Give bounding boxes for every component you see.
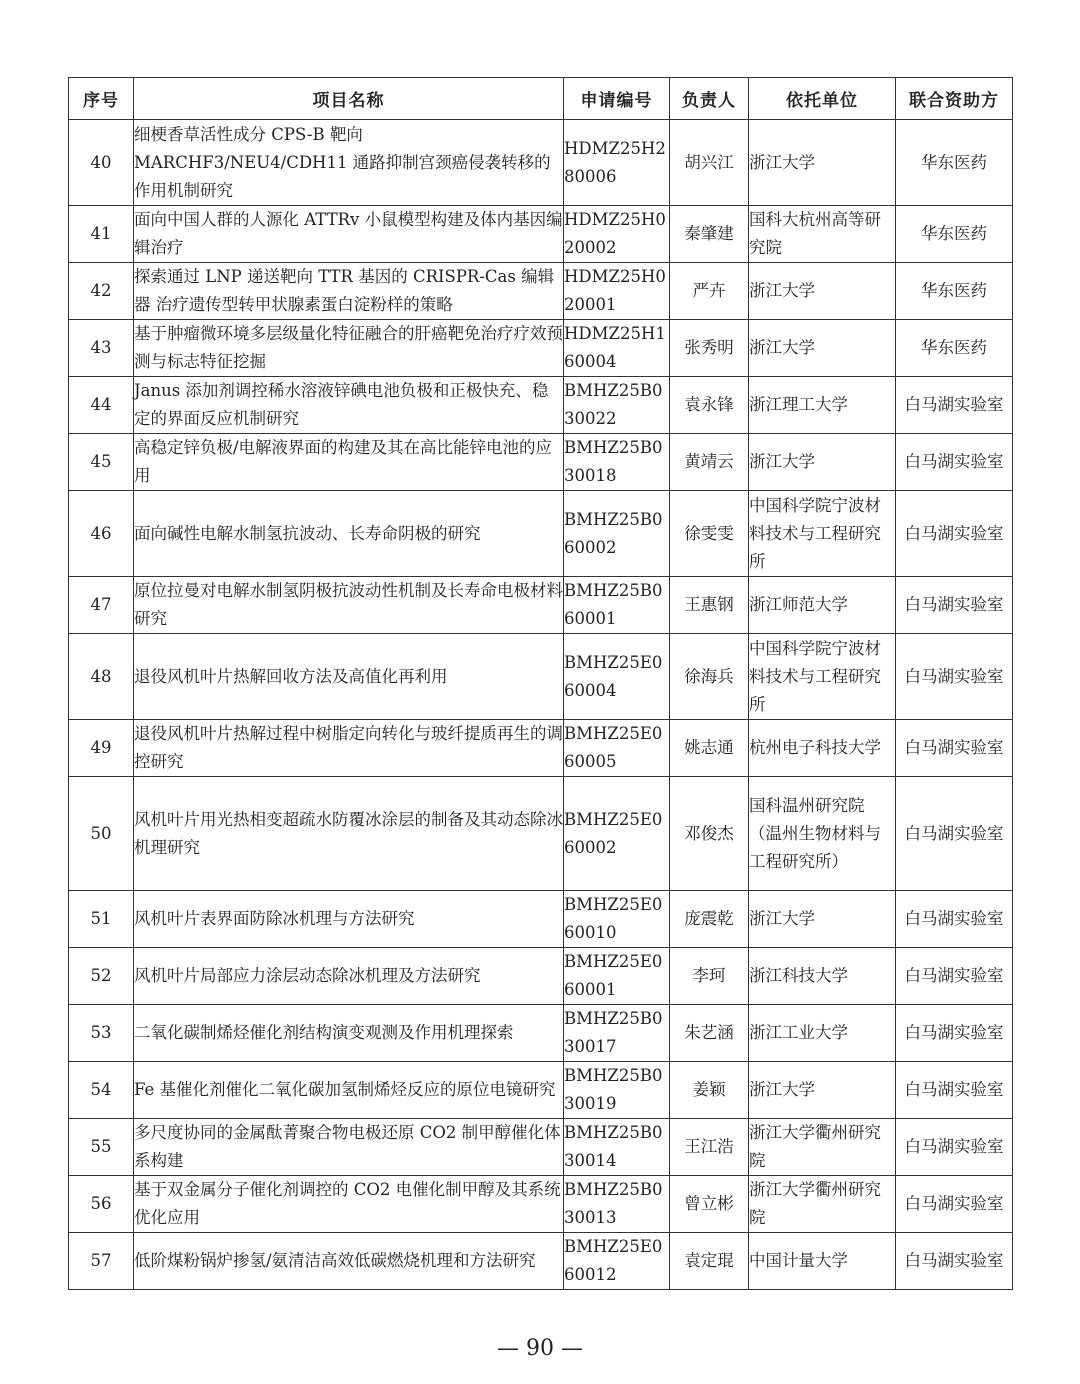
cell-unit: 浙江大学	[749, 263, 896, 320]
cell-unit: 杭州电子科技大学	[749, 720, 896, 777]
cell-no: 44	[69, 377, 134, 434]
cell-unit: 中国计量大学	[749, 1233, 896, 1290]
cell-no: 40	[69, 120, 134, 206]
cell-no: 41	[69, 206, 134, 263]
header-code: 申请编号	[564, 78, 670, 120]
cell-funder: 白马湖实验室	[896, 377, 1013, 434]
cell-unit: 浙江工业大学	[749, 1005, 896, 1062]
table-row	[69, 634, 1013, 720]
cell-leader: 秦肇建	[670, 206, 749, 263]
cell-project-name: 退役风机叶片热解过程中树脂定向转化与玻纤提质再生的调控研究	[134, 720, 564, 777]
cell-funder: 白马湖实验室	[896, 720, 1013, 777]
cell-funder: 白马湖实验室	[896, 1005, 1013, 1062]
table-body	[69, 120, 1013, 1290]
cell-application-code: BMHZ25E060012	[564, 1233, 670, 1290]
cell-leader: 黄靖云	[670, 434, 749, 491]
cell-funder: 白马湖实验室	[896, 634, 1013, 720]
cell-unit: 浙江师范大学	[749, 577, 896, 634]
cell-no: 48	[69, 634, 134, 720]
cell-funder: 白马湖实验室	[896, 777, 1013, 891]
cell-unit: 浙江大学	[749, 120, 896, 206]
table-row	[69, 263, 1013, 320]
cell-project-name: 二氧化碳制烯烃催化剂结构演变观测及作用机理探索	[134, 1005, 564, 1062]
cell-unit: 中国科学院宁波材料技术与工程研究所	[749, 491, 896, 577]
cell-no: 50	[69, 777, 134, 891]
cell-application-code: BMHZ25B060002	[564, 491, 670, 577]
cell-funder: 白马湖实验室	[896, 491, 1013, 577]
cell-project-name: 细梗香草活性成分 CPS-B 靶向 MARCHF3/NEU4/CDH11 通路抑制宫颈癌侵袭转移的作用机制研究	[134, 120, 564, 206]
cell-no: 57	[69, 1233, 134, 1290]
cell-application-code: BMHZ25B030018	[564, 434, 670, 491]
cell-project-name: 退役风机叶片热解回收方法及高值化再利用	[134, 634, 564, 720]
cell-no: 49	[69, 720, 134, 777]
cell-unit: 浙江大学衢州研究院	[749, 1176, 896, 1233]
cell-project-name: 基于肿瘤微环境多层级量化特征融合的肝癌靶免治疗疗效预测与标志特征挖掘	[134, 320, 564, 377]
cell-leader: 严卉	[670, 263, 749, 320]
cell-application-code: HDMZ25H280006	[564, 120, 670, 206]
cell-project-name: 面向碱性电解水制氢抗波动、长寿命阴极的研究	[134, 491, 564, 577]
cell-leader: 胡兴江	[670, 120, 749, 206]
cell-application-code: BMHZ25B030017	[564, 1005, 670, 1062]
cell-funder: 白马湖实验室	[896, 577, 1013, 634]
table-row	[69, 320, 1013, 377]
cell-project-name: 基于双金属分子催化剂调控的 CO2 电催化制甲醇及其系统优化应用	[134, 1176, 564, 1233]
cell-leader: 曾立彬	[670, 1176, 749, 1233]
cell-unit: 中国科学院宁波材料技术与工程研究所	[749, 634, 896, 720]
cell-no: 45	[69, 434, 134, 491]
cell-leader: 袁永锋	[670, 377, 749, 434]
cell-project-name: 风机叶片用光热相变超疏水防覆冰涂层的制备及其动态除冰机理研究	[134, 777, 564, 891]
cell-leader: 徐海兵	[670, 634, 749, 720]
cell-no: 51	[69, 891, 134, 948]
cell-project-name: 面向中国人群的人源化 ATTRv 小鼠模型构建及体内基因编辑治疗	[134, 206, 564, 263]
cell-application-code: BMHZ25B030022	[564, 377, 670, 434]
cell-leader: 姜颖	[670, 1062, 749, 1119]
cell-project-name: Janus 添加剂调控稀水溶液锌碘电池负极和正极快充、稳定的界面反应机制研究	[134, 377, 564, 434]
header-unit: 依托单位	[749, 78, 896, 120]
cell-leader: 徐雯雯	[670, 491, 749, 577]
cell-unit: 浙江科技大学	[749, 948, 896, 1005]
cell-project-name: 高稳定锌负极/电解液界面的构建及其在高比能锌电池的应用	[134, 434, 564, 491]
cell-unit: 浙江大学	[749, 891, 896, 948]
cell-leader: 邓俊杰	[670, 777, 749, 891]
table-row	[69, 948, 1013, 1005]
cell-project-name: Fe 基催化剂催化二氧化碳加氢制烯烃反应的原位电镜研究	[134, 1062, 564, 1119]
cell-funder: 白马湖实验室	[896, 1233, 1013, 1290]
cell-no: 54	[69, 1062, 134, 1119]
cell-leader: 李珂	[670, 948, 749, 1005]
cell-unit: 浙江大学	[749, 1062, 896, 1119]
cell-leader: 袁定琨	[670, 1233, 749, 1290]
cell-project-name: 原位拉曼对电解水制氢阴极抗波动性机制及长寿命电极材料研究	[134, 577, 564, 634]
cell-no: 47	[69, 577, 134, 634]
cell-unit: 浙江大学衢州研究院	[749, 1119, 896, 1176]
cell-funder: 华东医药	[896, 206, 1013, 263]
cell-no: 53	[69, 1005, 134, 1062]
cell-project-name: 多尺度协同的金属酞菁聚合物电极还原 CO2 制甲醇催化体系构建	[134, 1119, 564, 1176]
header-leader: 负责人	[670, 78, 749, 120]
cell-application-code: BMHZ25E060010	[564, 891, 670, 948]
cell-funder: 白马湖实验室	[896, 1062, 1013, 1119]
cell-application-code: BMHZ25B060001	[564, 577, 670, 634]
header-no: 序号	[69, 78, 134, 120]
cell-no: 42	[69, 263, 134, 320]
table-row	[69, 120, 1013, 206]
cell-unit: 浙江大学	[749, 320, 896, 377]
cell-unit: 国科温州研究院（温州生物材料与工程研究所）	[749, 777, 896, 891]
cell-funder: 白马湖实验室	[896, 948, 1013, 1005]
table-row	[69, 377, 1013, 434]
cell-application-code: HDMZ25H020001	[564, 263, 670, 320]
cell-leader: 张秀明	[670, 320, 749, 377]
page-number: — 90 —	[497, 1336, 583, 1361]
project-table	[68, 77, 1013, 1290]
cell-no: 55	[69, 1119, 134, 1176]
cell-project-name: 风机叶片表界面防除冰机理与方法研究	[134, 891, 564, 948]
cell-unit: 浙江大学	[749, 434, 896, 491]
cell-application-code: BMHZ25B030014	[564, 1119, 670, 1176]
table-row	[69, 1062, 1013, 1119]
cell-leader: 姚志通	[670, 720, 749, 777]
cell-no: 46	[69, 491, 134, 577]
table-row	[69, 577, 1013, 634]
cell-no: 52	[69, 948, 134, 1005]
header-funder: 联合资助方	[896, 78, 1013, 120]
cell-funder: 华东医药	[896, 120, 1013, 206]
cell-application-code: BMHZ25E060004	[564, 634, 670, 720]
cell-unit: 国科大杭州高等研究院	[749, 206, 896, 263]
cell-funder: 白马湖实验室	[896, 434, 1013, 491]
table-row	[69, 1233, 1013, 1290]
table-row	[69, 1176, 1013, 1233]
cell-leader: 王江浩	[670, 1119, 749, 1176]
cell-no: 43	[69, 320, 134, 377]
cell-unit: 浙江理工大学	[749, 377, 896, 434]
table-row	[69, 1005, 1013, 1062]
cell-funder: 白马湖实验室	[896, 1119, 1013, 1176]
header-name: 项目名称	[134, 78, 564, 120]
cell-funder: 白马湖实验室	[896, 891, 1013, 948]
cell-project-name: 风机叶片局部应力涂层动态除冰机理及方法研究	[134, 948, 564, 1005]
cell-funder: 华东医药	[896, 320, 1013, 377]
table-row	[69, 891, 1013, 948]
cell-leader: 庞震乾	[670, 891, 749, 948]
table-row	[69, 206, 1013, 263]
cell-funder: 华东医药	[896, 263, 1013, 320]
cell-leader: 王惠钢	[670, 577, 749, 634]
cell-funder: 白马湖实验室	[896, 1176, 1013, 1233]
cell-no: 56	[69, 1176, 134, 1233]
table-row	[69, 720, 1013, 777]
cell-application-code: HDMZ25H020002	[564, 206, 670, 263]
table-row	[69, 777, 1013, 891]
cell-application-code: BMHZ25E060005	[564, 720, 670, 777]
cell-application-code: BMHZ25E060002	[564, 777, 670, 891]
table-header-row	[69, 78, 1013, 120]
cell-leader: 朱艺涵	[670, 1005, 749, 1062]
cell-application-code: BMHZ25B030019	[564, 1062, 670, 1119]
table-row	[69, 491, 1013, 577]
cell-application-code: BMHZ25B030013	[564, 1176, 670, 1233]
cell-project-name: 探索通过 LNP 递送靶向 TTR 基因的 CRISPR-Cas 编辑器 治疗遗传型转甲状腺素蛋白淀粉样的策略	[134, 263, 564, 320]
table-row	[69, 434, 1013, 491]
cell-application-code: HDMZ25H160004	[564, 320, 670, 377]
cell-application-code: BMHZ25E060001	[564, 948, 670, 1005]
cell-project-name: 低阶煤粉锅炉掺氢/氨清洁高效低碳燃烧机理和方法研究	[134, 1233, 564, 1290]
table-row	[69, 1119, 1013, 1176]
